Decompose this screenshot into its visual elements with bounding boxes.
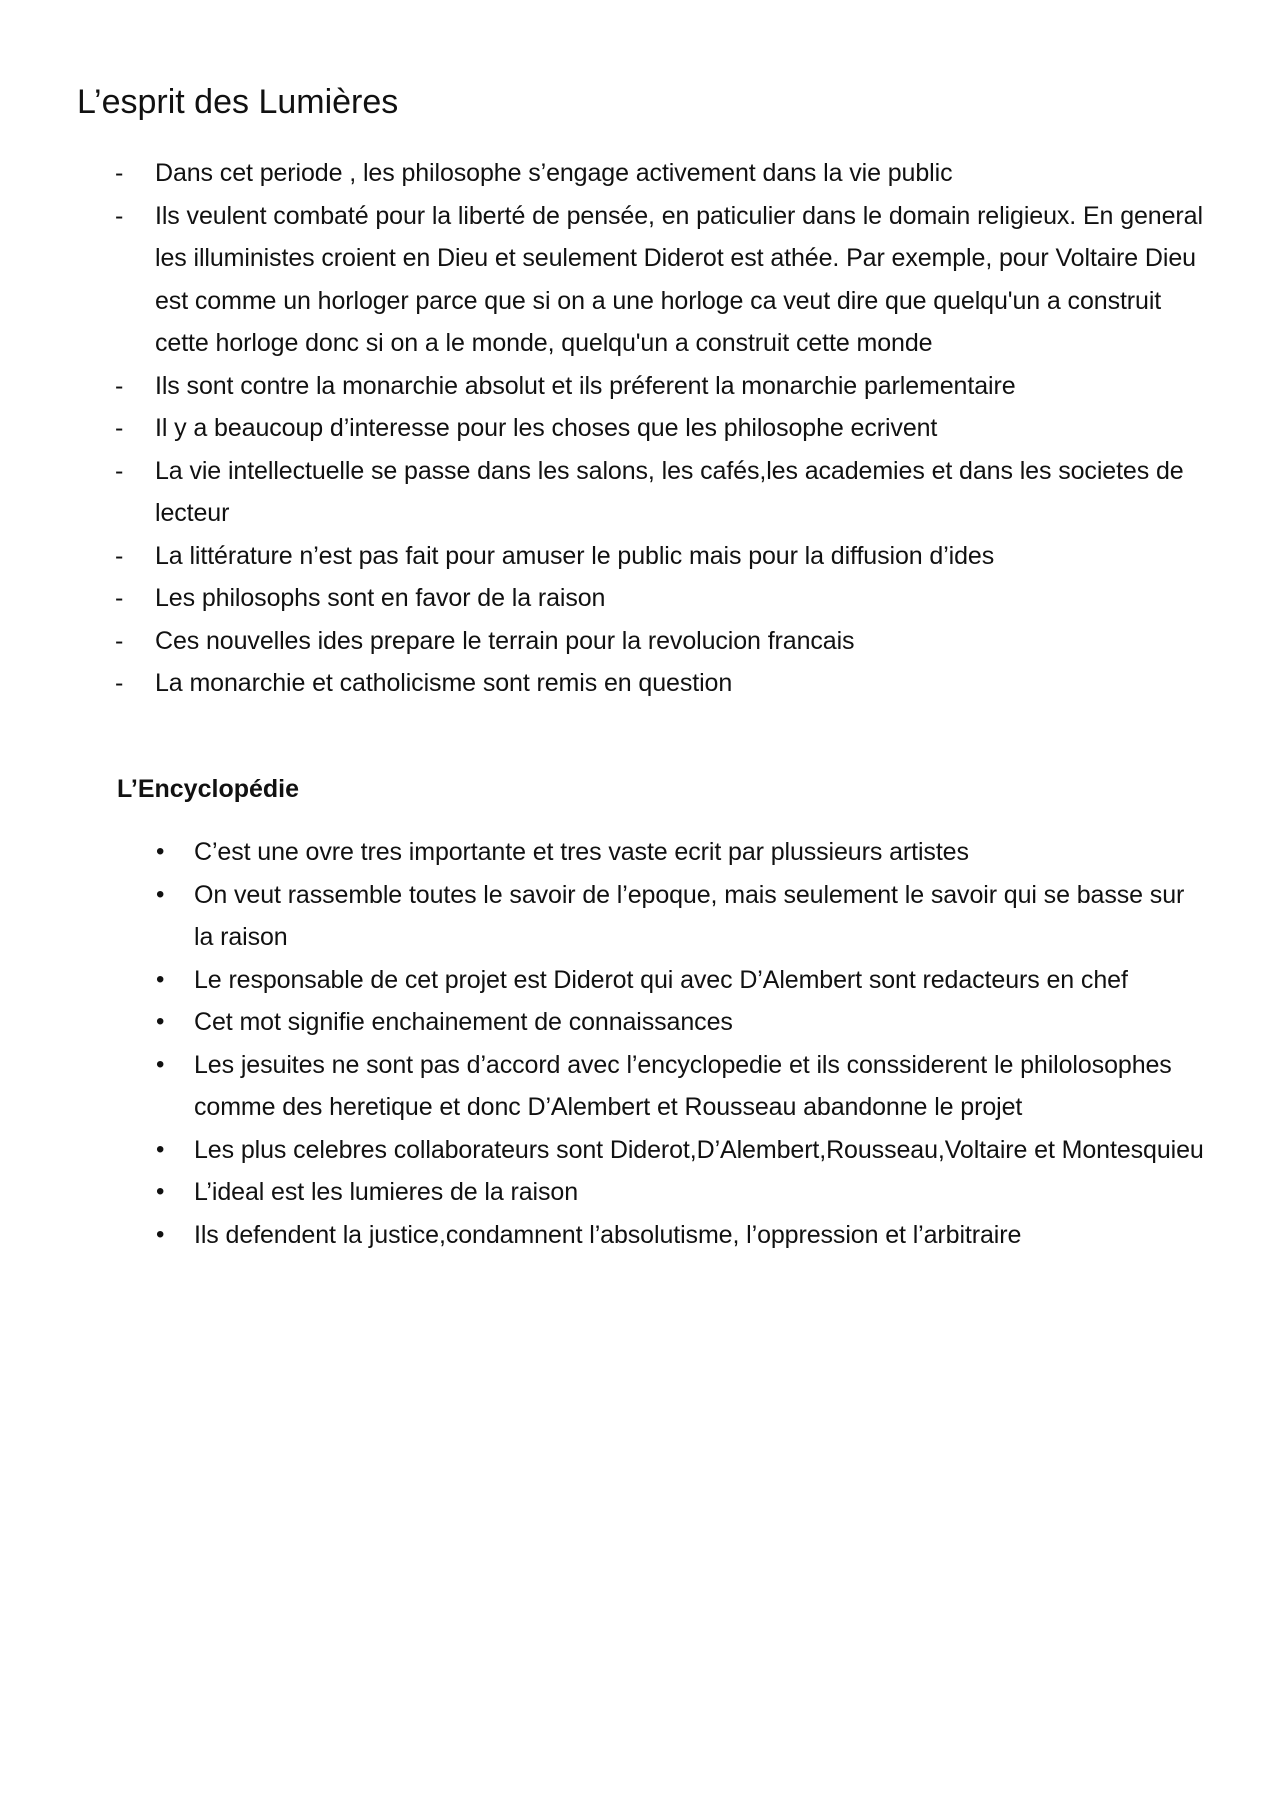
dash-marker: - [115, 159, 124, 187]
dash-marker: - [115, 584, 124, 612]
list-item [156, 1214, 1204, 1257]
list-item-text: Les jesuites ne sont pas d’accord avec l’encyclopedie et ils conssiderent le philolosophes comme des heretique et donc D’Alembert et Rousseau abandonne le projet [194, 1050, 1172, 1121]
list-item-text: Dans cet periode , les philosophe s’engage activement dans la vie public [155, 159, 953, 187]
list-item-text: Ils sont contre la monarchie absolut et ils préferent la monarchie parlementaire [155, 371, 1016, 400]
list-item [115, 620, 1205, 663]
bullet-marker: • [156, 1135, 165, 1163]
list-item-text: Le responsable de cet projet est Diderot qui avec D’Alembert sont redacteurs en chef [194, 965, 1128, 994]
list-item-text: Ces nouvelles ides prepare le terrain pour la revolucion francais [155, 626, 855, 655]
bullet-marker: • [156, 880, 165, 908]
list-item [115, 450, 1205, 535]
list-item [115, 407, 1205, 450]
list-item-text: On veut rassemble toutes le savoir de l’epoque, mais seulement le savoir qui se basse sur la raison [194, 880, 1185, 951]
list-item-text: La vie intellectuelle se passe dans les salons, les cafés,les academies et dans les societes de lecteur [155, 456, 1184, 527]
list-item [156, 959, 1204, 1002]
list-item-text: Ils defendent la justice,condamnent l’absolutisme, l’oppression et l’arbitraire [194, 1220, 1022, 1249]
list-item [115, 535, 1205, 578]
list-item-text: C’est une ovre tres importante et tres vaste ecrit par plussieurs artistes [194, 838, 969, 866]
bullet-marker: • [156, 965, 165, 993]
list-item-text: Ils veulent combaté pour la liberté de pensée, en paticulier dans le domain religieux. En general les illuministes croient en Dieu et seulement Diderot est athée. Par exemple, pour Voltaire Dieu est comme un horloger parce que si on a une horloge ca veut dire que quelqu'un a construit cette horloge donc si on a le monde, quelqu'un a construit cette monde [155, 201, 1203, 357]
list-item [156, 831, 1204, 874]
encyclopedie-list [156, 831, 1204, 1256]
list-item [115, 662, 1205, 705]
section-heading-encyclopedie: L’Encyclopédie [117, 775, 300, 803]
bullet-marker: • [156, 1050, 165, 1078]
bullet-marker: • [156, 1220, 165, 1248]
list-item-text: Il y a beaucoup d’interesse pour les choses que les philosophe ecrivent [155, 414, 938, 442]
list-item [156, 1171, 1204, 1214]
bullet-marker: • [156, 838, 165, 865]
document-title: L’esprit des Lumières [77, 83, 399, 121]
dash-marker: - [115, 626, 124, 655]
list-item-text: Cet mot signifie enchainement de connaissances [194, 1008, 733, 1036]
dash-marker: - [115, 456, 124, 485]
list-item [156, 1001, 1204, 1044]
list-item-text: La littérature n’est pas fait pour amuser le public mais pour la diffusion d’ides [155, 541, 995, 570]
list-item-text: L’ideal est les lumieres de la raison [194, 1178, 579, 1206]
dash-marker: - [115, 669, 124, 697]
list-item [156, 1044, 1204, 1129]
list-item-text: Les plus celebres collaborateurs sont Diderot,D’Alembert,Rousseau,Voltaire et Montesquieu [194, 1135, 1204, 1164]
list-item [115, 152, 1205, 195]
dash-marker: - [115, 371, 124, 400]
list-item [115, 365, 1205, 408]
list-item [115, 195, 1205, 365]
dash-marker: - [115, 541, 124, 570]
list-item-text: Les philosophs sont en favor de la raison [155, 584, 606, 612]
list-item [156, 874, 1204, 959]
list-item [156, 1129, 1204, 1172]
dash-marker: - [115, 414, 124, 442]
bullet-marker: • [156, 1178, 165, 1205]
dash-marker: - [115, 201, 124, 230]
list-item [115, 577, 1205, 620]
bullet-marker: • [156, 1008, 165, 1035]
lumieres-list [115, 152, 1205, 705]
list-item-text: La monarchie et catholicisme sont remis en question [155, 669, 733, 697]
